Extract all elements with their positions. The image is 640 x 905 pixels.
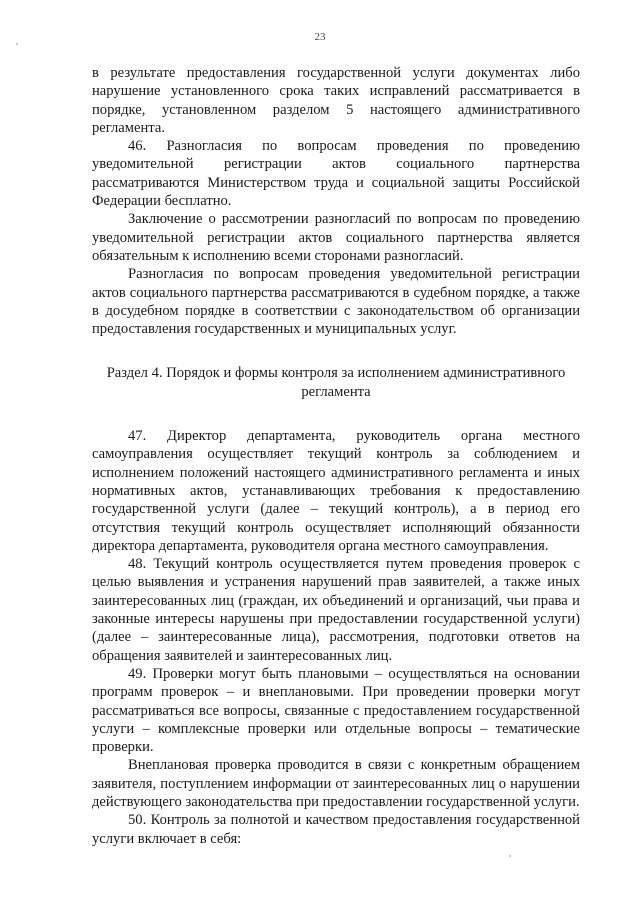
paragraph-disputes-court: Разногласия по вопросам проведения уведомительной регистрации актов социального партнерства рассматриваются в судебном порядке, а также в досудебном порядке в соответствии с законодательством об организации предоставления государственных и муниципальных услуг. [92,266,580,338]
paragraph-46: 46. Разногласия по вопросам проведения по проведению уведомительной регистрации актов социального партнерства рассматриваются Министерством труда и социальной защиты Российской Федерации бесплатно. [92,138,580,210]
paragraph-48: 48. Текущий контроль осуществляется путем проведения проверок с целью выявления и устранения нарушений прав заявителей, а также иных заинтересованных лиц (граждан, их объединений и организаций, чьи права и законные интересы нарушены при предоставлении государственной услуги) (далее – заинтересованные лица), рассмотрения, подготовки ответов на обращения заявителей и заинтересованных лиц. [92,556,580,664]
paragraph-continuation: в результате предоставления государственной услуги документах либо нарушение установленного срока таких исправлений рассматривается в порядке, установленном разделом 5 настоящего административного регламента. [92,65,580,136]
paragraph-unscheduled-check: Внеплановая проверка проводится в связи с конкретным обращением заявителя, поступлением информации от заинтересованных лиц о нарушении действующего законодательства при предоставлении государственной услуги. [92,757,580,810]
paragraph-47: 47. Директор департамента, руководитель органа местного самоуправления осуществляет текущий контроль за соблюдением и исполнением положений настоящего административного регламента и иных нормативных актов, устанавливающих требования к предоставлению государственной услуги (далее – текущий контроль), а в период его отсутствия текущий контроль осуществляет исполняющий обязанности директора департамента, руководителя органа местного самоуправления. [92,428,580,554]
scan-speck [16,43,18,45]
scan-speck [509,855,511,857]
document-body [92,64,580,848]
paragraph-50: 50. Контроль за полнотой и качеством предоставления государственной услуги включает в себя: [92,812,580,847]
paragraph-49: 49. Проверки могут быть плановыми – осуществляться на основании программ проверок – и внеплановыми. При проведении проверки могут рассматриваться все вопросы, связанные с предоставлением государственной услуги – комплексные проверки или отдельные вопросы – тематические проверки. [92,665,580,756]
page-number: 23 [314,31,326,43]
paragraph-conclusion: Заключение о рассмотрении разногласий по вопросам по проведению уведомительной регистрации актов социального партнерства является обязательным к исполнению всеми сторонами разногласий. [92,211,580,264]
section-heading: Раздел 4. Порядок и формы контроля за исполнением административного регламента [106,365,566,400]
